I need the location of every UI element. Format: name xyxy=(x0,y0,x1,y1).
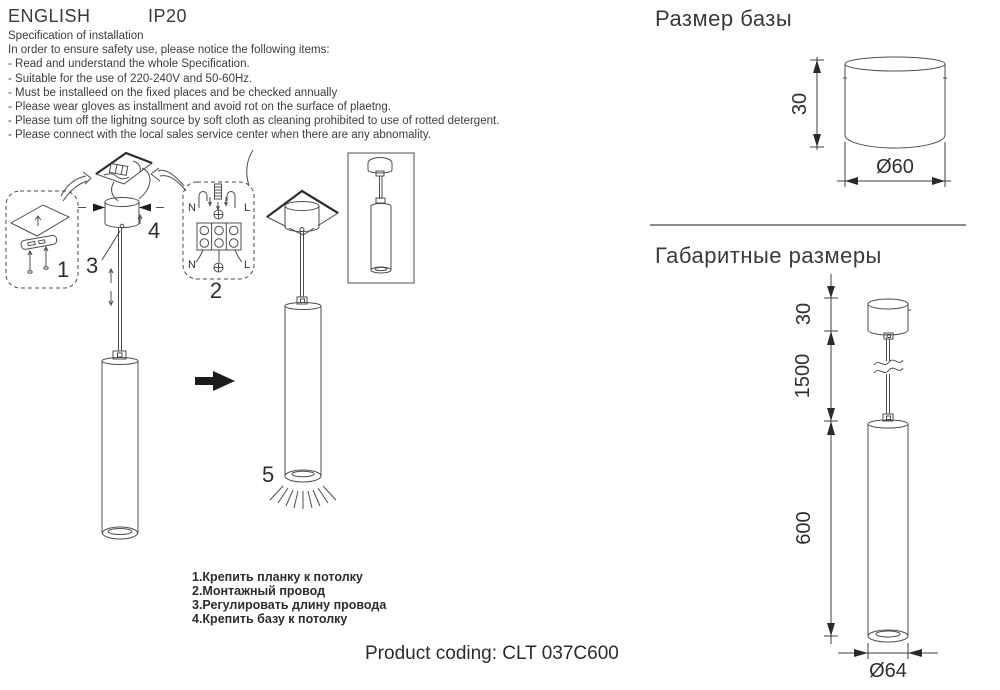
overall-diameter-value: Ø64 xyxy=(869,660,907,682)
overall-dimension-chain xyxy=(792,274,838,644)
ru-step: 4.Крепить базу к потолку xyxy=(192,612,348,626)
language-label: ENGLISH xyxy=(8,6,91,26)
connector-curve xyxy=(247,150,253,186)
ru-step: 1.Крепить планку к потолку xyxy=(192,570,363,584)
terminal-l-top: L xyxy=(243,202,251,214)
product-coding: Product coding: CLT 037C600 xyxy=(365,643,619,664)
specification-block xyxy=(8,29,499,143)
step-5-label: 5 xyxy=(262,462,275,487)
spec-item: - Please tum off the lighitng source by soft cloth as cleaning prohibited to use of rotted detergent. xyxy=(8,115,500,128)
pendant-lamp-left xyxy=(102,228,138,539)
overall-size-drawing xyxy=(770,268,980,690)
ru-step: 2.Монтажный провод xyxy=(192,584,326,598)
suspension-length-value: 1500 xyxy=(792,353,814,399)
section-divider xyxy=(650,224,966,226)
terminal-n-bottom: N xyxy=(188,259,196,271)
wiring-step-box xyxy=(183,182,254,303)
inset-pendant xyxy=(348,153,414,283)
overall-diameter-dimension xyxy=(838,643,938,682)
spec-title: Specification of installation xyxy=(8,30,144,42)
spec-item: - Read and understand the whole Specification. xyxy=(8,58,250,71)
pendant-lamp-final xyxy=(262,191,338,509)
ip-rating-label: IP20 xyxy=(148,6,188,26)
curved-arrow-step2 xyxy=(151,168,186,191)
installation-diagram xyxy=(0,145,450,565)
bracket-step-box xyxy=(6,191,78,288)
base-size-title: Размер базы xyxy=(655,6,793,31)
base-cylinder xyxy=(843,57,947,148)
step-1-label: 1 xyxy=(57,257,70,282)
spec-item: - Must be installeed on the fixed places and be checked annually xyxy=(8,86,338,99)
light-rays xyxy=(270,486,336,509)
terminal-l-bottom: L xyxy=(243,259,251,271)
base-diameter-value: Ø60 xyxy=(876,156,914,178)
base-diameter-dimension xyxy=(837,142,951,187)
overall-base-height-value: 30 xyxy=(793,302,815,326)
tube-length-value: 600 xyxy=(793,511,815,545)
spec-item: - Please wear gloves as installment and avoid rot on the surface of plaetng. xyxy=(8,101,391,114)
spec-item: - Please connect with the local sales service center when there are any abnomality. xyxy=(8,129,431,142)
spec-item: - Suitable for the use of 220-240V and 50-60Hz. xyxy=(8,72,253,85)
base-height-dimension xyxy=(789,57,824,150)
step-3-label: 3 xyxy=(86,253,99,278)
installation-steps-ru xyxy=(192,570,386,626)
overall-size-title: Габаритные размеры xyxy=(655,243,882,268)
spec-intro: In order to ensure safety use, please notice the following items: xyxy=(8,44,330,57)
base-size-drawing xyxy=(770,40,970,200)
terminal-n-top: N xyxy=(188,202,196,214)
base-height-value: 30 xyxy=(789,92,811,116)
overall-pendant-figure xyxy=(868,299,911,642)
step-4-label: 4 xyxy=(148,218,161,243)
transition-arrow xyxy=(195,371,235,391)
step-2-label: 2 xyxy=(209,278,223,303)
curved-arrow-step1 xyxy=(61,172,91,201)
ru-step: 3.Регулировать длину провода xyxy=(192,598,387,612)
